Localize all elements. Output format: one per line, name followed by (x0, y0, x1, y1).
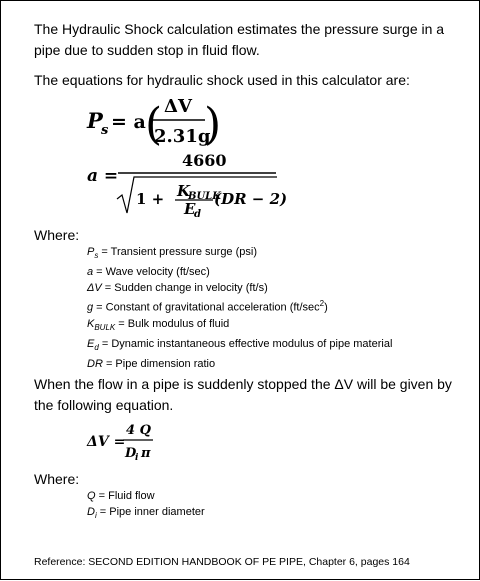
eq1-num: ΔV (164, 96, 192, 117)
definition-item (87, 316, 392, 336)
eq2-one: 1 + (136, 190, 165, 208)
definition-text: = Wave velocity (ft/sec) (93, 266, 210, 279)
definition-item (87, 280, 392, 296)
definition-item (87, 296, 392, 316)
where-label-2: Where: (34, 471, 80, 487)
definition-subscript: i (94, 511, 97, 521)
where-label-1: Where: (34, 227, 80, 243)
definition-text: = Constant of gravitational acceleration (ft/sec (93, 301, 320, 314)
definition-tail: ) (324, 301, 328, 314)
definition-item (87, 356, 392, 372)
definition-item (87, 244, 392, 264)
eq3-den-tail: π (141, 446, 151, 461)
definition-symbol: DR (87, 358, 103, 371)
eq2-frac-den: E (184, 200, 196, 218)
definition-subscript: BULK (94, 323, 116, 333)
definition-symbol: E (87, 338, 95, 351)
definition-symbol: ΔV (87, 282, 102, 295)
definition-symbol: g (87, 301, 94, 314)
eq1-den: 2.31g (154, 126, 211, 147)
definition-text: = Bulk modulus of fluid (115, 317, 230, 330)
eq2-tail: (DR − 2) (214, 190, 288, 208)
definition-text: = Fluid flow (95, 490, 155, 502)
eq2-lhs: a = (87, 166, 119, 186)
eq2-frac-num: K (177, 182, 191, 200)
definition-item (87, 504, 205, 524)
definitions-list-2 (87, 488, 205, 524)
eq2-frac-num-sub: BULK (188, 191, 221, 202)
definition-symbol: a (87, 266, 94, 279)
svg-text:): ) (204, 99, 222, 150)
eq3-num: 4 Q (126, 423, 151, 438)
definition-subscript: s (94, 251, 99, 261)
eq3-lhs: ΔV = (87, 434, 126, 450)
definition-item (87, 488, 205, 504)
definition-text: = Pipe inner diameter (96, 506, 205, 518)
reference-text: Reference: SECOND EDITION HANDBOOK OF PE PIPE, Chapter 6, pages 164 (34, 556, 410, 568)
definition-symbol: D (87, 506, 95, 518)
svg-text:(: ( (145, 99, 163, 150)
eq1-eq: = a (111, 111, 146, 133)
intro-paragraph: The Hydraulic Shock calculation estimates the pressure surge in a pipe due to sudden stop in fluid flow. (34, 21, 445, 58)
equations-intro: The equations for hydraulic shock used in this calculator are: (34, 72, 410, 88)
definitions-list-1 (87, 244, 392, 372)
eq1-lhs-sub: s (101, 123, 109, 138)
eq3-den-sub: i (135, 453, 139, 463)
definition-symbol: Q (87, 490, 96, 502)
definition-text: = Sudden change in velocity (ft/s) (101, 282, 268, 295)
definition-text: = Dynamic instantaneous effective modulus of pipe material (98, 338, 393, 351)
definition-text: = Pipe dimension ratio (102, 358, 216, 371)
flow-stop-paragraph: When the flow in a pipe is suddenly stopped the ΔV will be given by the following equation. (34, 376, 452, 413)
definition-text: = Transient pressure surge (psi) (98, 246, 257, 258)
eq2-num: 4660 (182, 151, 227, 170)
definition-symbol: P (87, 246, 95, 258)
definition-subscript: d (94, 343, 99, 353)
definition-item (87, 264, 392, 280)
eq1-lhs: P (87, 108, 103, 133)
eq3-den: D (125, 446, 137, 461)
definition-item (87, 336, 392, 356)
eq2-frac-den-sub: d (194, 209, 201, 220)
definition-symbol: K (87, 317, 95, 330)
definition-superscript: 2 (319, 299, 325, 309)
